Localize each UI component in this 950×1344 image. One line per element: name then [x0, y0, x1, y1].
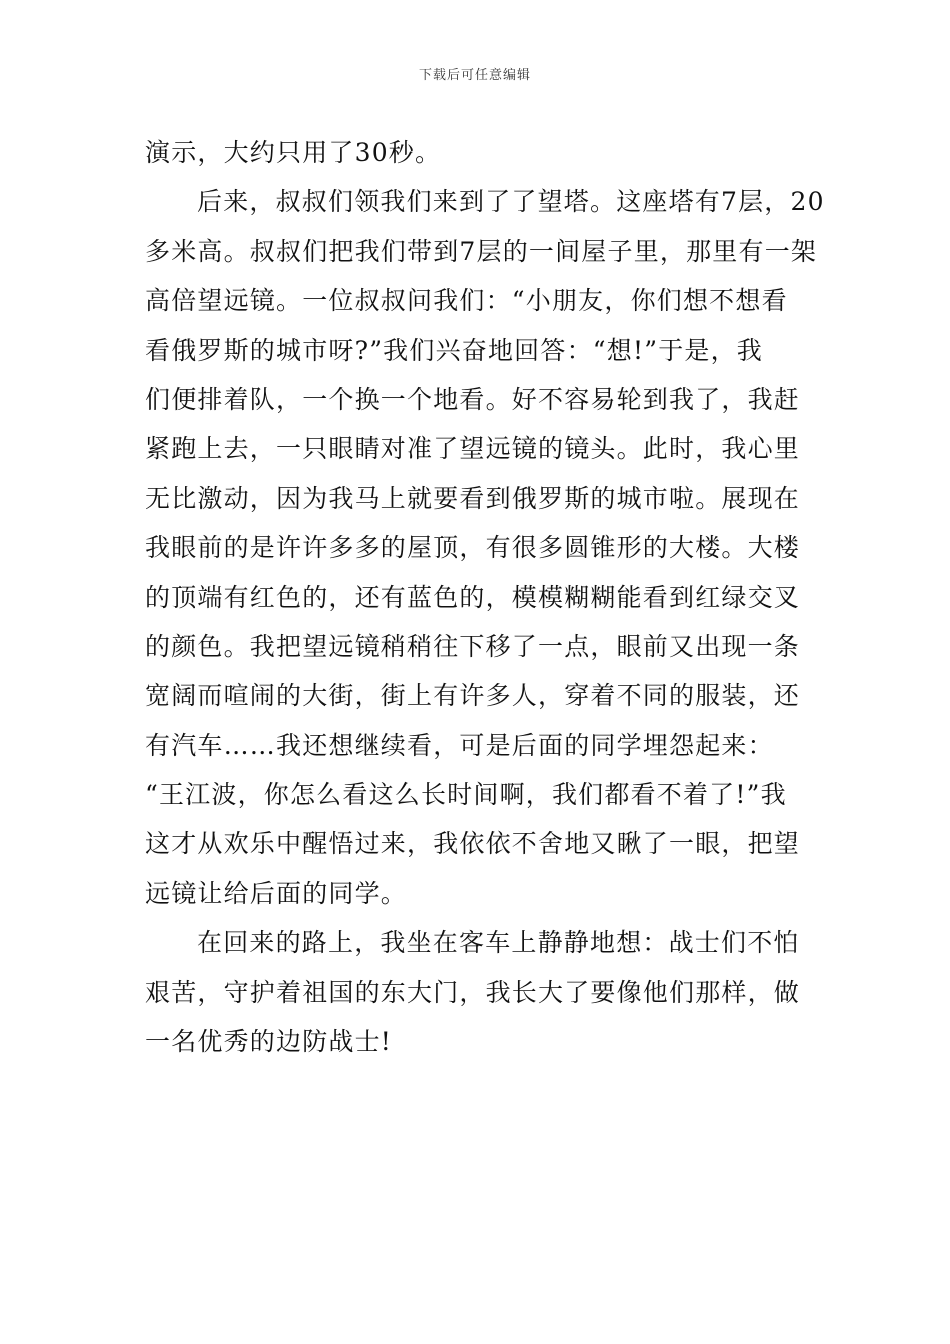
text-line: 艰苦，守护着祖国的东大门，我长大了要像他们那样，做 — [145, 977, 801, 1007]
text-line: 的顶端有红色的，还有蓝色的，模模糊糊能看到红绿交叉 — [145, 582, 801, 612]
text-line: 一名优秀的边防战士! — [145, 1027, 393, 1057]
document-body — [145, 128, 825, 1066]
text-line: 远镜让给后面的同学。 — [145, 878, 408, 908]
text-line: 多米高。叔叔们把我们带到7层的一间屋子里，那里有一架 — [145, 236, 818, 266]
text-line: 演示，大约只用了30秒。 — [145, 138, 442, 167]
text-line: 的颜色。我把望远镜稍稍往下移了一点，眼前又出现一条 — [145, 631, 801, 661]
text-line: 有汽车……我还想继续看，可是后面的同学埋怨起来： — [145, 730, 774, 760]
text-line: 宽阔而喧闹的大街，街上有许多人，穿着不同的服装，还 — [145, 681, 801, 711]
text-line: 后来，叔叔们领我们来到了了望塔。这座塔有7层，20 — [197, 187, 825, 217]
text-line: “王江波，你怎么看这么长时间啊，我们都看不着了!”我 — [145, 780, 787, 810]
text-line: 们便排着队，一个换一个地看。好不容易轮到我了，我赶 — [145, 384, 801, 414]
text-line: 我眼前的是许许多多的屋顶，有很多圆锥形的大楼。大楼 — [145, 533, 801, 563]
text-line: 紧跑上去，一只眼睛对准了望远镜的镜头。此时，我心里 — [145, 434, 801, 464]
text-line: 高倍望远镜。一位叔叔问我们：“小朋友，你们想不想看 — [145, 286, 788, 316]
text-line: 看俄罗斯的城市呀?”我们兴奋地回答：“想!”于是，我 — [145, 335, 763, 365]
text-line: 这才从欢乐中醒悟过来，我依依不舍地又瞅了一眼，把望 — [145, 829, 801, 859]
text-line: 无比激动，因为我马上就要看到俄罗斯的城市啦。展现在 — [145, 483, 801, 513]
page-header: 下载后可任意编辑 — [418, 68, 531, 83]
text-line: 在回来的路上，我坐在客车上静静地想：战士们不怕 — [197, 928, 800, 958]
